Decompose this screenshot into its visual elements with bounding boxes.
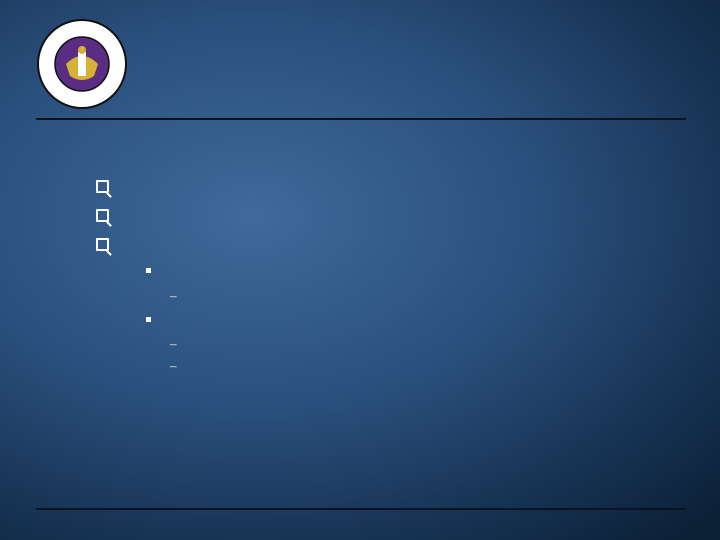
bullet-list — [96, 176, 696, 263]
checkbox-bullet-icon — [96, 238, 109, 251]
checkbox-bullet-icon — [96, 180, 109, 193]
square-bullet-icon — [146, 268, 151, 273]
header-divider — [36, 118, 686, 120]
footer-divider — [36, 508, 686, 510]
bullet-item — [96, 205, 696, 234]
bullet-item — [96, 176, 696, 205]
university-seal-logo — [36, 18, 128, 110]
bullet-item — [96, 234, 696, 263]
checkbox-bullet-icon — [96, 209, 109, 222]
dash-bullet-icon: – — [170, 288, 177, 303]
dash-bullet-icon: – — [170, 358, 177, 373]
square-bullet-icon — [146, 317, 151, 322]
dash-bullet-icon: – — [170, 336, 177, 351]
